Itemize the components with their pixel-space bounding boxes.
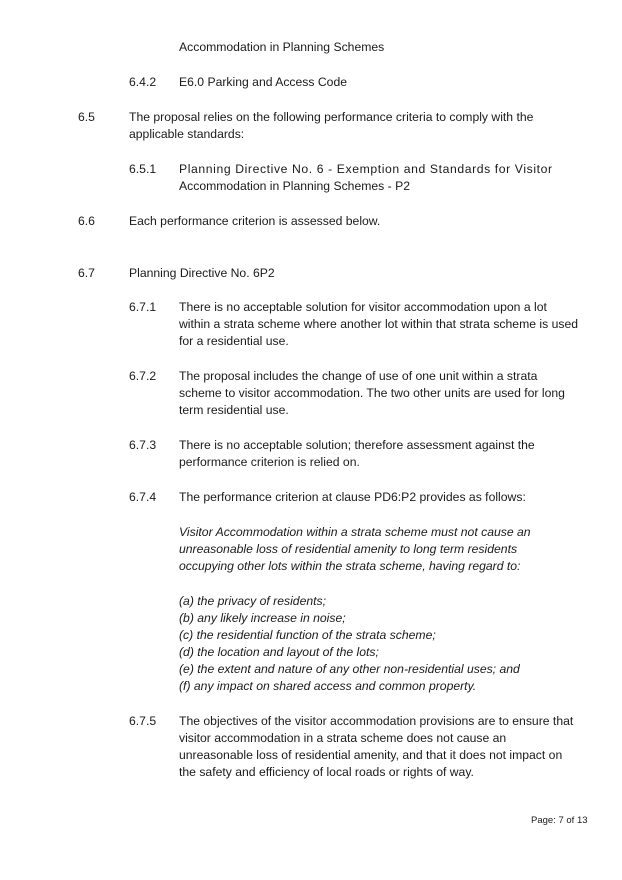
clause-number: 6.7.3: [129, 438, 157, 452]
body-line: There is no acceptable solution; therefore assessment against the: [179, 438, 535, 452]
body-line: Accommodation in Planning Schemes: [179, 40, 385, 54]
section-heading: Planning Directive No. 6P2: [129, 266, 275, 280]
clause-number: 6.4.2: [129, 75, 157, 89]
quote-list-item: (d) the location and layout of the lots;: [179, 645, 379, 659]
body-line: for a residential use.: [179, 334, 289, 348]
body-line: visitor accommodation in a strata scheme does not cause an: [179, 731, 507, 745]
body-line: The proposal includes the change of use of one unit within a strata: [179, 369, 538, 383]
body-line: applicable standards:: [129, 127, 245, 141]
page-number: Page: 7 of 13: [531, 815, 588, 826]
body-line: The objectives of the visitor accommodation provisions are to ensure that: [179, 714, 574, 728]
quote-line: unreasonable loss of residential amenity to long term residents: [179, 542, 518, 556]
clause-number: 6.7.1: [129, 300, 157, 314]
body-line: Each performance criterion is assessed below.: [129, 214, 381, 228]
quote-list-item: (b) any likely increase in noise;: [179, 611, 346, 625]
body-line: unreasonable loss of residential amenity, and that it does not impact on: [179, 748, 563, 762]
clause-number: 6.7.4: [129, 490, 157, 504]
body-line: There is no acceptable solution for visitor accommodation upon a lot: [179, 300, 547, 314]
body-line: within a strata scheme where another lot within that strata scheme is used: [179, 317, 578, 331]
body-line: the safety and efficiency of local roads or rights of way.: [179, 765, 474, 779]
body-line: performance criterion is relied on.: [179, 455, 360, 469]
quote-line: Visitor Accommodation within a strata scheme must not cause an: [179, 525, 531, 539]
body-line: The performance criterion at clause PD6:P2 provides as follows:: [179, 490, 526, 504]
body-line: Accommodation in Planning Schemes - P2: [179, 179, 411, 193]
body-line: scheme to visitor accommodation. The two other units are used for long: [179, 386, 565, 400]
quote-list-item: (c) the residential function of the strata scheme;: [179, 628, 436, 642]
body-line: E6.0 Parking and Access Code: [179, 75, 348, 89]
section-number: 6.7: [78, 266, 95, 280]
quote-line: occupying other lots within the strata scheme, having regard to:: [179, 559, 521, 573]
body-line: Planning Directive No. 6 - Exemption and Standards for Visitor: [179, 162, 553, 176]
quote-list-item: (e) the extent and nature of any other non-residential uses; and: [179, 662, 520, 676]
clause-number: 6.5.1: [129, 162, 157, 176]
clause-number: 6.7.2: [129, 369, 157, 383]
clause-number: 6.7.5: [129, 714, 157, 728]
section-number: 6.5: [78, 110, 95, 124]
body-line: The proposal relies on the following performance criteria to comply with the: [129, 110, 534, 124]
quote-list-item: (a) the privacy of residents;: [179, 594, 326, 608]
body-line: term residential use.: [179, 403, 289, 417]
section-number: 6.6: [78, 214, 95, 228]
quote-list-item: (f) any impact on shared access and common property.: [179, 679, 477, 693]
